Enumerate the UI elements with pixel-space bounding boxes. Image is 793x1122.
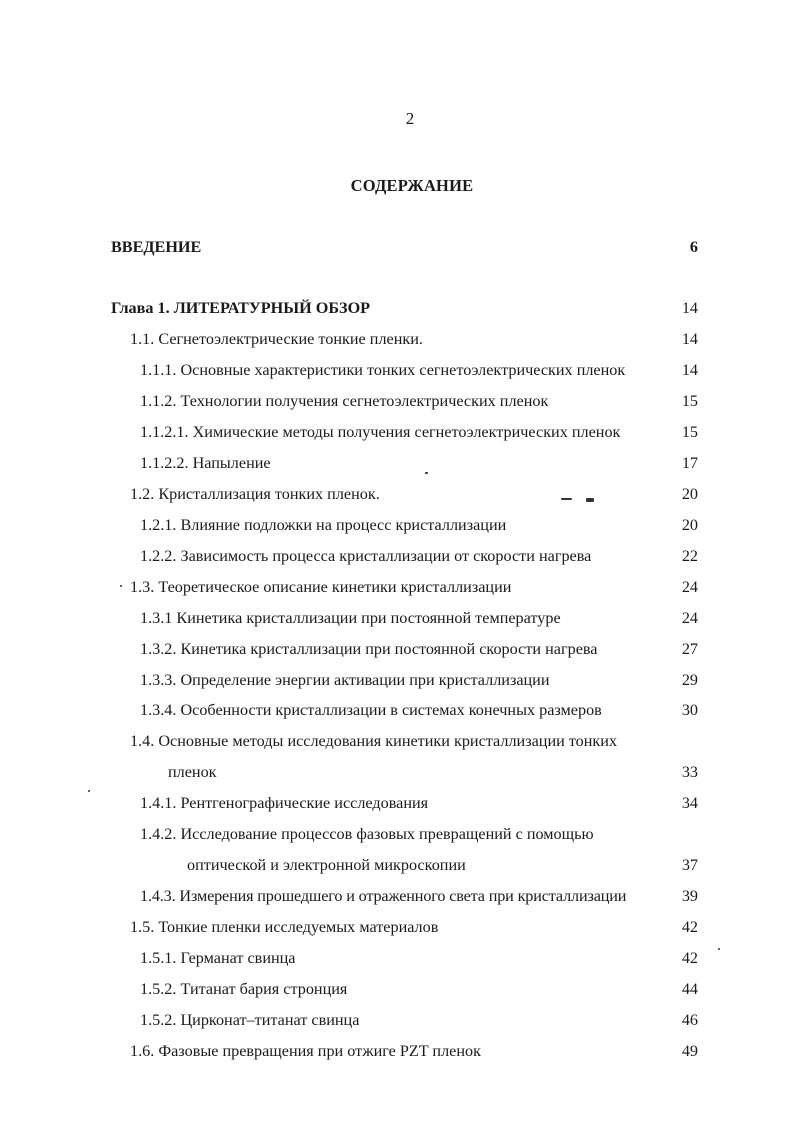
toc-entry-title: 1.2.1. Влияние подложки на процесс кристаллизации xyxy=(140,516,507,534)
toc-entry-page: 34 xyxy=(681,794,698,812)
toc-entry-page: 14 xyxy=(681,361,698,379)
toc-entry-title: 1.6. Фазовые превращения при отжиге PZT пленок xyxy=(130,1042,481,1060)
toc-entry-title: Глава 1. ЛИТЕРАТУРНЫЙ ОБЗОР xyxy=(111,299,371,317)
toc-entry-page: 39 xyxy=(681,887,698,905)
toc-entry-title: ВВЕДЕНИЕ xyxy=(111,238,202,256)
toc-entry-page: 30 xyxy=(681,701,698,719)
toc-entry-page: 44 xyxy=(681,980,698,998)
toc-entry-page: 17 xyxy=(681,454,698,472)
toc-entry-page: 15 xyxy=(681,423,698,441)
toc-entry-page: 46 xyxy=(681,1011,698,1029)
toc-entry-page: 15 xyxy=(681,392,698,410)
toc-entry-title: 1.3.1 Кинетика кристаллизации при постоянной температуре xyxy=(140,609,561,627)
toc-entry-title: 1.2. Кристаллизация тонких пленок. xyxy=(130,485,380,503)
toc-entry-title: 1.2.2. Зависимость процесса кристаллизации от скорости нагрева xyxy=(140,547,592,565)
toc-entry-title: оптической и электронной микроскопии xyxy=(187,856,466,874)
toc-entry-page: 6 xyxy=(689,238,698,256)
toc-entry-page: 24 xyxy=(681,609,698,627)
toc-entry-page: 27 xyxy=(681,640,698,658)
toc-entry-page: 42 xyxy=(681,918,698,936)
toc-entry-page: 37 xyxy=(681,856,698,874)
scan-speck xyxy=(718,948,720,950)
page-title: СОДЕРЖАНИЕ xyxy=(350,176,474,195)
toc-entry-title: 1.5.2. Цирконат–титанат свинца xyxy=(140,1011,360,1029)
toc-entry-page: 20 xyxy=(681,516,698,534)
toc-entry-title: 1.1.2.2. Напыление xyxy=(140,454,271,472)
toc-entry-page: 24 xyxy=(681,578,698,596)
toc-entry-page: 22 xyxy=(681,547,698,565)
toc-entry-title: 1.1. Сегнетоэлектрические тонкие пленки. xyxy=(130,330,423,348)
toc-entry-title: 1.5.1. Германат свинца xyxy=(140,949,296,967)
toc-entry-page: 29 xyxy=(681,671,698,689)
toc-entry-title: 1.3. Теоретическое описание кинетики кристаллизации xyxy=(130,578,512,596)
toc-entry-page: 49 xyxy=(681,1042,698,1060)
toc-entry-title: 1.4. Основные методы исследования кинетики кристаллизации тонких xyxy=(130,732,618,750)
scan-speck xyxy=(88,790,90,792)
toc-entry-title: 1.1.1. Основные характеристики тонких сегнетоэлектрических пленок xyxy=(140,361,626,379)
toc-entry-title: 1.3.2. Кинетика кристаллизации при постоянной скорости нагрева xyxy=(140,640,598,658)
scan-speck xyxy=(586,498,594,502)
toc-entry-title: 1.4.2. Исследование процессов фазовых превращений с помощью xyxy=(140,825,594,843)
toc-entry-page: 42 xyxy=(681,949,698,967)
toc-entry-title: 1.5. Тонкие пленки исследуемых материалов xyxy=(130,918,439,936)
toc-entry-title: 1.5.2. Титанат бария стронция xyxy=(140,980,348,998)
toc-entry-title: 1.4.3. Измерения прошедшего и отраженного света при кристаллизации xyxy=(140,887,627,905)
scan-speck xyxy=(120,585,122,587)
toc-entry-title: пленок xyxy=(168,763,217,781)
toc-entry-title: 1.3.3. Определение энергии активации при кристаллизации xyxy=(140,671,550,689)
toc-entry-page: 14 xyxy=(681,299,698,317)
toc-entry-page: 14 xyxy=(681,330,698,348)
toc-entry-page: 20 xyxy=(681,485,698,503)
toc-entry-page: 33 xyxy=(681,763,698,781)
scan-speck xyxy=(561,498,572,500)
toc-entry-title: 1.1.2.1. Химические методы получения сегнетоэлектрических пленок xyxy=(140,423,621,441)
toc-entry-title: 1.3.4. Особенности кристаллизации в системах конечных размеров xyxy=(140,701,602,719)
toc-entry-title: 1.4.1. Рентгенографические исследования xyxy=(140,794,429,812)
scan-speck xyxy=(425,472,428,474)
toc-entry-title: 1.1.2. Технологии получения сегнетоэлектрических пленок xyxy=(140,392,549,410)
page-number: 2 xyxy=(405,109,415,128)
